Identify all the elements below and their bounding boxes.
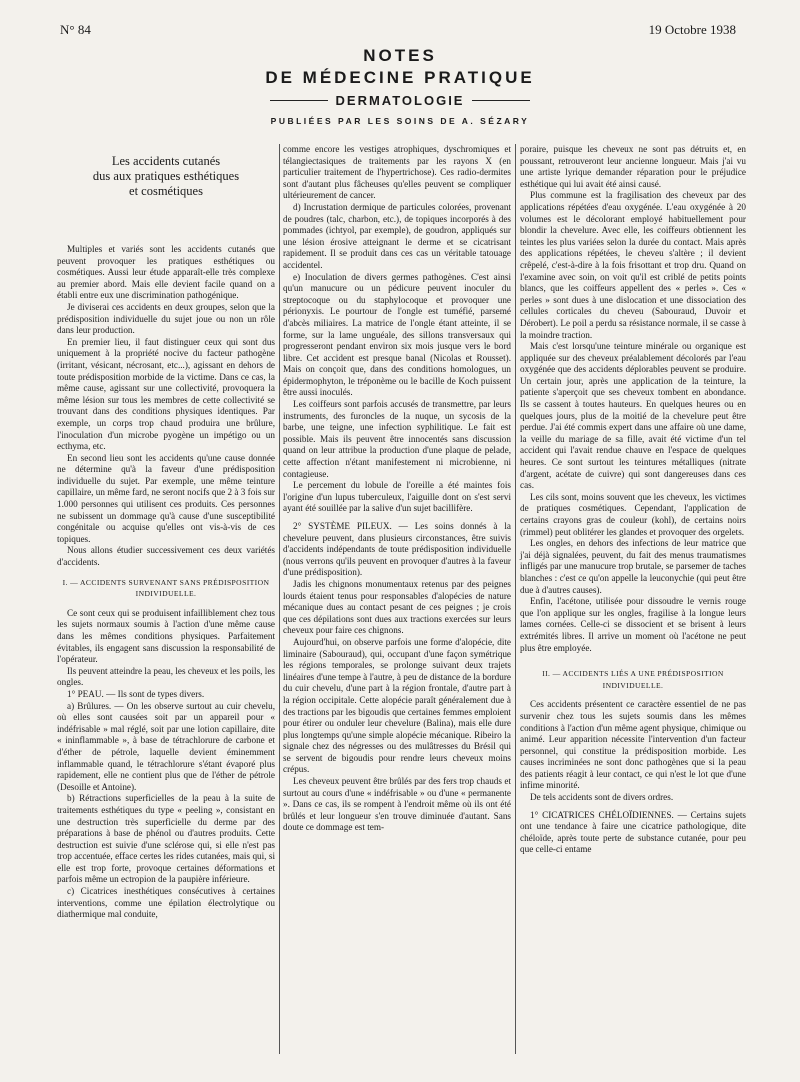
section-heading: I. — ACCIDENTS SURVENANT SANS PRÉDISPOSITION INDIVIDUELLE. (62, 577, 270, 599)
paragraph: Les ongles, en dehors des infections de leur matrice que j'ai déjà signalées, peuvent, du fait des menus traumatismes infligés par une manucure trop brutale, se parsemer de taches blanches : c'est ce qu'on appelle la leuconychie (qui peut être due à d'autres causes). (520, 538, 746, 595)
rule-right (472, 100, 530, 102)
paragraph: Enfin, l'acétone, utilisée pour dissoudre le vernis rouge que l'on applique sur les ongles, fragilise à la longue leurs lames cornées. Celle-ci se dissocient et se brisent à leurs extrémités libres. Il arrive un moment où l'acétone ne peut plus être employée. (520, 596, 746, 653)
paragraph: Ces accidents présentent ce caractère essentiel de ne pas survenir chez tous les sujets soumis dans les mêmes conditions à l'action d'un même agent physique, chimique ou animé. Leur apparition nécessite l'intervention d'un facteur personnel, qui constitue la prédisposition morbide. Les causes incriminées ne sont donc pathogènes que si la peau des patients réagit à leur contact, ce qui n'est le lot que d'une infime minorité. (520, 699, 746, 791)
section-banner (270, 93, 530, 108)
paragraph: 1° CICATRICES CHÉLOÏDIENNES. — Certains sujets ont une tendance à faire une cicatrice pathologique, dite chéloïde, après toute perte de substance cutanée, pour peu que celle-ci entame (520, 809, 746, 855)
section-heading: II. — ACCIDENTS LIÉS A UNE PRÉDISPOSITION INDIVIDUELLE. (542, 669, 724, 690)
paragraph: c) Cicatrices inesthétiques consécutives à certaines interventions, comme une épilation électrolytique ou diathermique mal conduite, (57, 886, 275, 920)
paragraph: Je diviserai ces accidents en deux groupes, selon que la prédisposition individuelle du sujet joue ou non un rôle dans leur production. (57, 301, 275, 336)
column-divider-1 (279, 144, 280, 1054)
paragraph: 2° SYSTÈME PILEUX. — Les soins donnés à la chevelure peuvent, dans plusieurs circonstances, être suivis d'accidents indépendants de toute prédisposition individuelle (nous verrons qu'ils peuvent en provoquer d'autres à la faveur d'une prédisposition). (283, 521, 511, 578)
paragraph: 1° PEAU. — Ils sont de types divers. (67, 688, 205, 699)
paragraph: Ce sont ceux qui se produisent infailliblement chez tous les sujets normaux soumis à l'action d'une même cause dans les mêmes conditions physiques. Parfaitement évitables, ils engagent sans discussion la responsabilité de l'opérateur. (57, 607, 275, 665)
paragraph: d) Incrustation dermique de particules colorées, provenant de poudres (talc, charbon, etc.), de topiques incorporés à des pommades (ichtyol, par exemple), de goudron, appliqués sur une lésion érosive atteignant le derme et se cicatrisant rapidement. Il se produit dans ces cas un véritable tatouage accidentel. (283, 201, 511, 270)
article-title-line: Les accidents cutanés (111, 154, 221, 168)
paragraph: e) Inoculation de divers germes pathogènes. C'est ainsi qu'un manucure ou un pédicure peuvent inoculer du streptocoque ou du staphylocoque et provoquer une périonyxis. Le pourtour de l'ongle est tuméfié, parsemé d'abcès miliaires. La matrice de l'ongle étant atteinte, il se forme, sur la lame unguéale, des sillons transversaux qui progresseront pendant environ six mois jusque vers le bord libre. Cet accident est presque banal (Nicolas et Rousset). Mais on conçoit que, dans des conditions homologues, un épidermophyton, le tréponème ou le bacille de Koch puissent être aussi inoculés. (283, 271, 511, 398)
issue-number: N° 84 (60, 22, 91, 37)
paragraph: b) Rétractions superficielles de la peau à la suite de traitements esthétiques du type « peeling », consistant en une destruction très superficielle du derme par des préparations à base de phénol ou d'autres produits. Cette destruction est suivie d'une sclérose qui, si elle n'est pas trop accentuée, efface certes les rides cutanées, mais qui, si elle est trop forte, provoque certaines déformations et parfois même un ectropion de la paupière inférieure. (57, 793, 275, 885)
paragraph: Plus commune est la fragilisation des cheveux par des applications répétées d'eau oxygénée. L'eau oxygénée à 20 volumes est le décolorant employé habituellement pour blondir la chevelure. Avec elle, les coiffeurs obtiennent les teintes les plus variées selon la durée du contact. Mais après des applications répétées, le cheveu s'altère ; il devient crêpelé, c'est-à-dire à la fois frisottant et trop dru. Quand on l'examine avec soin, on voit qu'il est criblé de petits points blancs, que les coiffeurs appellent des « perles ». Ces « perles » sont dues à une dislocation et une dissociation des cellules corticales du cheveu (Sabouraud, Duvoir et Dérobert). Le poil a perdu sa résistance normale, il se casse à la moindre traction. (520, 190, 746, 340)
paragraph: Multiples et variés sont les accidents cutanés que peuvent provoquer les pratiques esthétiques ou cosmétiques. Aussi leur étude apparaît-elle très complexe au premier abord. Mais elle devient facile quand on a établi entre eux une discrimination pathogénique. (57, 244, 275, 301)
paragraph: a) Brûlures. — On les observe surtout au cuir chevelu, où elles sont causées soit par un appareil pour « indéfrisable » mal réglé, soit par une lotion capillaire, dite « ininflammable », à base de tétrachlorure de carbone et d'éther de pétrole, laquelle devient éminemment inflammable quand, le tétrachlorure s'étant évaporé plus rapidement, elle ne contient plus que de l'éther de pétrole (Desoille et Antoine). (57, 700, 275, 792)
article-title-line: et cosmétiques (129, 184, 203, 198)
article-title-line: dus aux pratiques esthétiques (92, 169, 240, 183)
paragraph: En second lieu sont les accidents qu'une cause donnée ne détermine qu'à la faveur d'une prédisposition individuelle du sujet. Par exemple, une même teinture capillaire, un même fard, ne seront nocifs que 2 à 3 fois sur 1.000 personnes qui utilisent ces produits. Ces personnes ne subissent un dommage qu'à cause d'une susceptibilité congénitale ou acquise qu'elles ont vis-à-vis de ces topiques. (57, 452, 275, 544)
paragraph: Les cheveux peuvent être brûlés par des fers trop chauds et surtout au cours d'une « indéfrisable » ou d'une « permanente ». Dans ce cas, ils se rompent à l'endroit même où ils ont été brûlés et leur longueur s'en trouve diminuée d'autant. Sans doute ce dommage est tem- (283, 776, 511, 833)
paragraph: Les cils sont, moins souvent que les cheveux, les victimes de pratiques cosmétiques. Cependant, l'application de certains crayons gras de couleur (kohl), de certains noirs (rimmel) peut oblitérer les glandes et provoquer des orgelets. (520, 491, 746, 537)
byline: PUBLIÉES PAR LES SOINS DE A. SÉZARY (270, 116, 530, 126)
paragraph: De tels accidents sont de divers ordres. (530, 792, 674, 803)
journal-subtitle: DE MÉDECINE PRATIQUE (265, 68, 535, 87)
paragraph: Nous allons étudier successivement ces deux variétés d'accidents. (57, 545, 275, 568)
issue-date: 19 Octobre 1938 (648, 22, 736, 37)
column-divider-2 (515, 144, 516, 1054)
paragraph: Mais c'est lorsqu'une teinture minérale ou organique est appliquée sur des cheveux préalablement décolorés par l'eau oxygénée que des accidents déplorables peuvent se produire. Un certain jour, après une application de la teinture, la patiente s'aperçoit que ses cheveux tombent en abondance. Ils se cassent à toutes hauteurs. En quelques heures ou en quelques jours, plus de la moitié de la chevelure peut être perdue. J'ai été commis expert dans une affaire où une dame, la veille du mariage de sa fille, avait été victime d'un tel accident qui l'avait rendue chauve en l'espace de quelques heures. Ce sont surtout les teintures métalliques (nitrate d'argent, acétate de cuivre) qui sont dangereuses dans ces cas. (520, 341, 746, 491)
paragraph: Les coiffeurs sont parfois accusés de transmettre, par leurs instruments, des furoncles de la nuque, un sycosis de la barbe, une teigne, une infection syphilitique. Le fait est possible. Mais ils peuvent être innocentés sans discussion quand on leur attribue la production d'une plaque de pelade, cette affection n'étant manifestement ni microbienne, ni contagieuse. (283, 399, 511, 479)
paragraph: Ils peuvent atteindre la peau, les cheveux et les poils, les ongles. (57, 665, 275, 688)
column-3 (520, 144, 746, 856)
journal-title: NOTES (363, 46, 437, 65)
rule-left (270, 100, 328, 102)
article-title (57, 154, 275, 199)
column-2 (283, 144, 511, 834)
column-1 (57, 144, 275, 921)
paragraph: Le percement du lobule de l'oreille a été maintes fois l'origine d'un lupus tuberculeux, l'aiguille dont on s'est servi ayant été souillée par la salive d'un sujet bacillifère. (283, 480, 511, 514)
paragraph: comme encore les vestiges atrophiques, dyschromiques et télangiectasiques de traitements par les rayons X (en particulier traitement de l'hypertrichose). Ces radio-dermites sont d'autant plus fâcheuses qu'elles peuvent se compliquer ultérieurement de cancer. (283, 144, 511, 201)
paragraph: poraire, puisque les cheveux ne sont pas détruits et, en poussant, retrouveront leur ancienne longueur. Mais j'ai vu une artiste lyrique demander réparation pour le préjudice esthétique qui lui avait été ainsi causé. (520, 144, 746, 189)
paragraph: En premier lieu, il faut distinguer ceux qui sont dus uniquement à la propriété nocive du facteur pathogène (irritant, vésicant, nécrosant, etc...), agissant en dehors de toute prédisposition morbide de la victime. Dans ce cas, la même cause, agissant sur une collectivité, provoquera la même lésion sur tous les membres de cette collectivité se trouvant dans des conditions physiques identiques. Par exemple, un corps trop chaud produira une brûlure, l'inoculation d'un microbe pyogène un impétigo ou un ecthyma, etc. (57, 336, 275, 452)
paragraph: Aujourd'hui, on observe parfois une forme d'alopécie, dite liminaire (Sabouraud), qui, occupant d'une façon symétrique les régions temporales, se prolonge suivant deux trajets linéaires d'une tempe à l'autre, à peu de distance de la bordure du cuir chevelu, d'une part à la région frontale, d'autre part à la région occipitale. Cette alopécie paraît généralement due à des tractions par les bigoudis que certaines femmes emploient pour étirer ou onduler leur chevelure (Balina), mais elle dure plus longtemps qu'une simple alopécie mécanique. Ribeiro la signale chez des négresses ou des mulâtresses du Brésil qui se servent de bigoudis pour rendre leurs cheveux moins crépus. (283, 636, 511, 775)
paragraph: Jadis les chignons monumentaux retenus par des peignes lourds étaient tenus pour responsables d'alopécies de nature mécanique dues au contact pesant de ces peignes ; je crois que ces dépilations sont dues aux tractions exercées sur leurs cheveux pour faire ces chignons. (283, 578, 511, 636)
section-title: DERMATOLOGIE (335, 93, 465, 108)
